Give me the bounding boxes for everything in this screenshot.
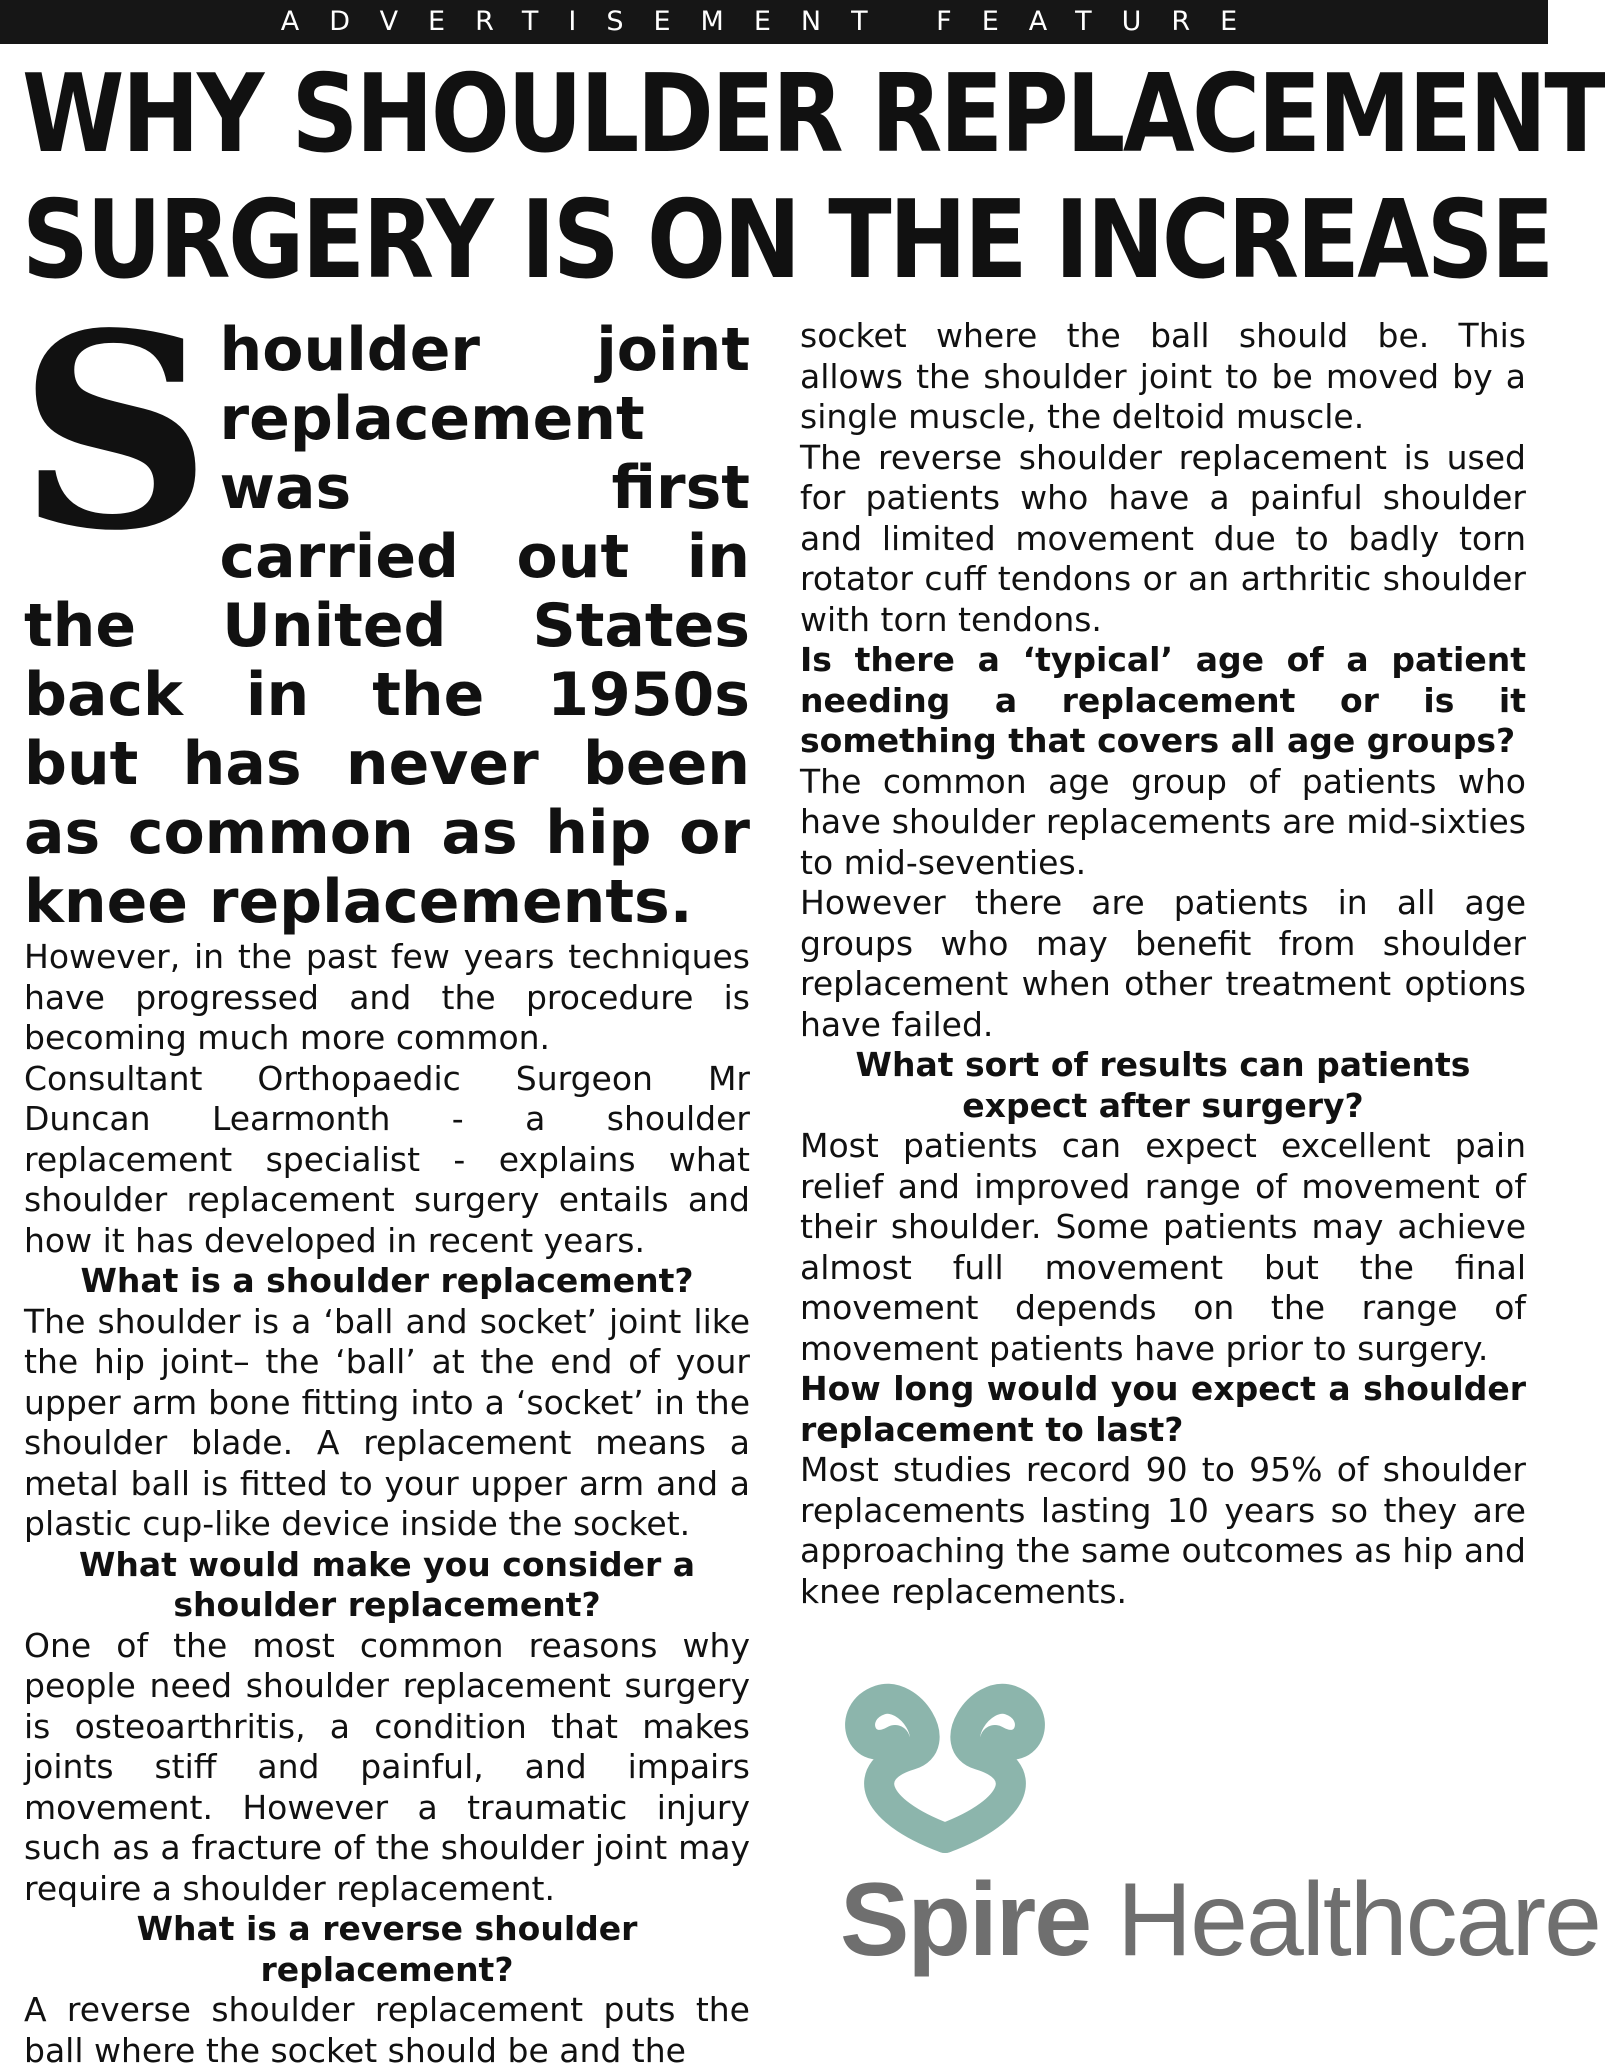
left-column xyxy=(18,275,750,2071)
answer-paragraph-2: One of the most common reasons why people need shoulder replacement surgery is osteoarthritis, a condition that makes joints stiff and painful, and impairs movement. However a traumatic injury such as a fracture of the shoulder joint may require a shoulder replacement. xyxy=(24,1625,750,1908)
question-heading-4: Is there a ‘typical’ age of a patient needing a replacement or is it something that covers all age groups? xyxy=(800,640,1526,760)
question-heading-1: What is a shoulder replacement? xyxy=(80,1261,694,1300)
logo-word-healthcare: Healthcare xyxy=(1090,1862,1600,1978)
logo-word-spire: Spire xyxy=(840,1862,1091,1978)
headline xyxy=(22,52,1605,304)
spire-healthcare-logo xyxy=(840,1660,1600,1990)
headline-line-2: SURGERY IS ON THE INCREASE xyxy=(22,178,1552,303)
intro-paragraph-1: However, in the past few years techniques have progressed and the procedure is becoming much more common. xyxy=(24,937,750,1057)
question-heading-2: What would make you consider a shoulder replacement? xyxy=(79,1544,695,1624)
answer-paragraph-3-start: A reverse shoulder replacement puts the ball where the socket should be and the xyxy=(24,1990,750,2070)
question-heading-5: What sort of results can patients expect after surgery? xyxy=(855,1045,1471,1125)
answer-paragraph-3-end: socket where the ball should be. This allows the shoulder joint to be moved by a single muscle, the deltoid muscle. xyxy=(800,316,1526,436)
logo-wordmark xyxy=(840,1862,1600,1978)
advertisement-banner: ADVERTISEMENT FEATURE xyxy=(0,0,1548,44)
headline-line-1: WHY SHOULDER REPLACEMENT xyxy=(22,52,1605,177)
answer-paragraph-1: The shoulder is a ‘ball and socket’ joint like the hip joint– the ‘ball’ at the end of your upper arm bone fitting into a ‘socket’ in the shoulder blade. A replacement means a metal ball is fitted to your upper arm and a plastic cup-like device inside the socket. xyxy=(24,1301,750,1543)
age-groups-paragraph: However there are patients in all age groups who may benefit from shoulder replacement when other treatment options have failed. xyxy=(800,883,1526,1044)
intro-paragraph-2: Consultant Orthopaedic Surgeon Mr Duncan Learmonth - a shoulder replacement specialist - explains what shoulder replacement surgery entails and how it has developed in recent years. xyxy=(24,1058,750,1260)
answer-paragraph-6: Most studies record 90 to 95% of shoulder replacements lasting 10 years so they are approaching the same outcomes as hip and knee replacements. xyxy=(800,1450,1526,1611)
answer-paragraph-5: Most patients can expect excellent pain relief and improved range of movement of their shoulder. Some patients may achieve almost full movement but the final movement depends on the range of movement patients have prior to surgery. xyxy=(800,1126,1526,1368)
question-heading-3: What is a reverse shoulder replacement? xyxy=(136,1909,638,1989)
answer-paragraph-4: The common age group of patients who have shoulder replacements are mid-sixties to mid-seventies. xyxy=(800,761,1526,882)
lead-text: houlder joint replacement was first carried out in the United States back in the 1950s but has never been as common as hip or knee replacements. xyxy=(24,315,750,937)
question-heading-6: How long would you expect a shoulder replacement to last? xyxy=(800,1369,1526,1449)
drop-cap: S xyxy=(18,275,212,590)
spire-heart-icon xyxy=(840,1660,1050,1856)
lead-paragraph xyxy=(18,275,750,937)
reverse-use-paragraph: The reverse shoulder replacement is used for patients who have a painful shoulder and limited movement due to badly torn rotator cuff tendons or an arthritic shoulder with torn tendons. xyxy=(800,437,1526,639)
right-column xyxy=(800,316,1526,1612)
